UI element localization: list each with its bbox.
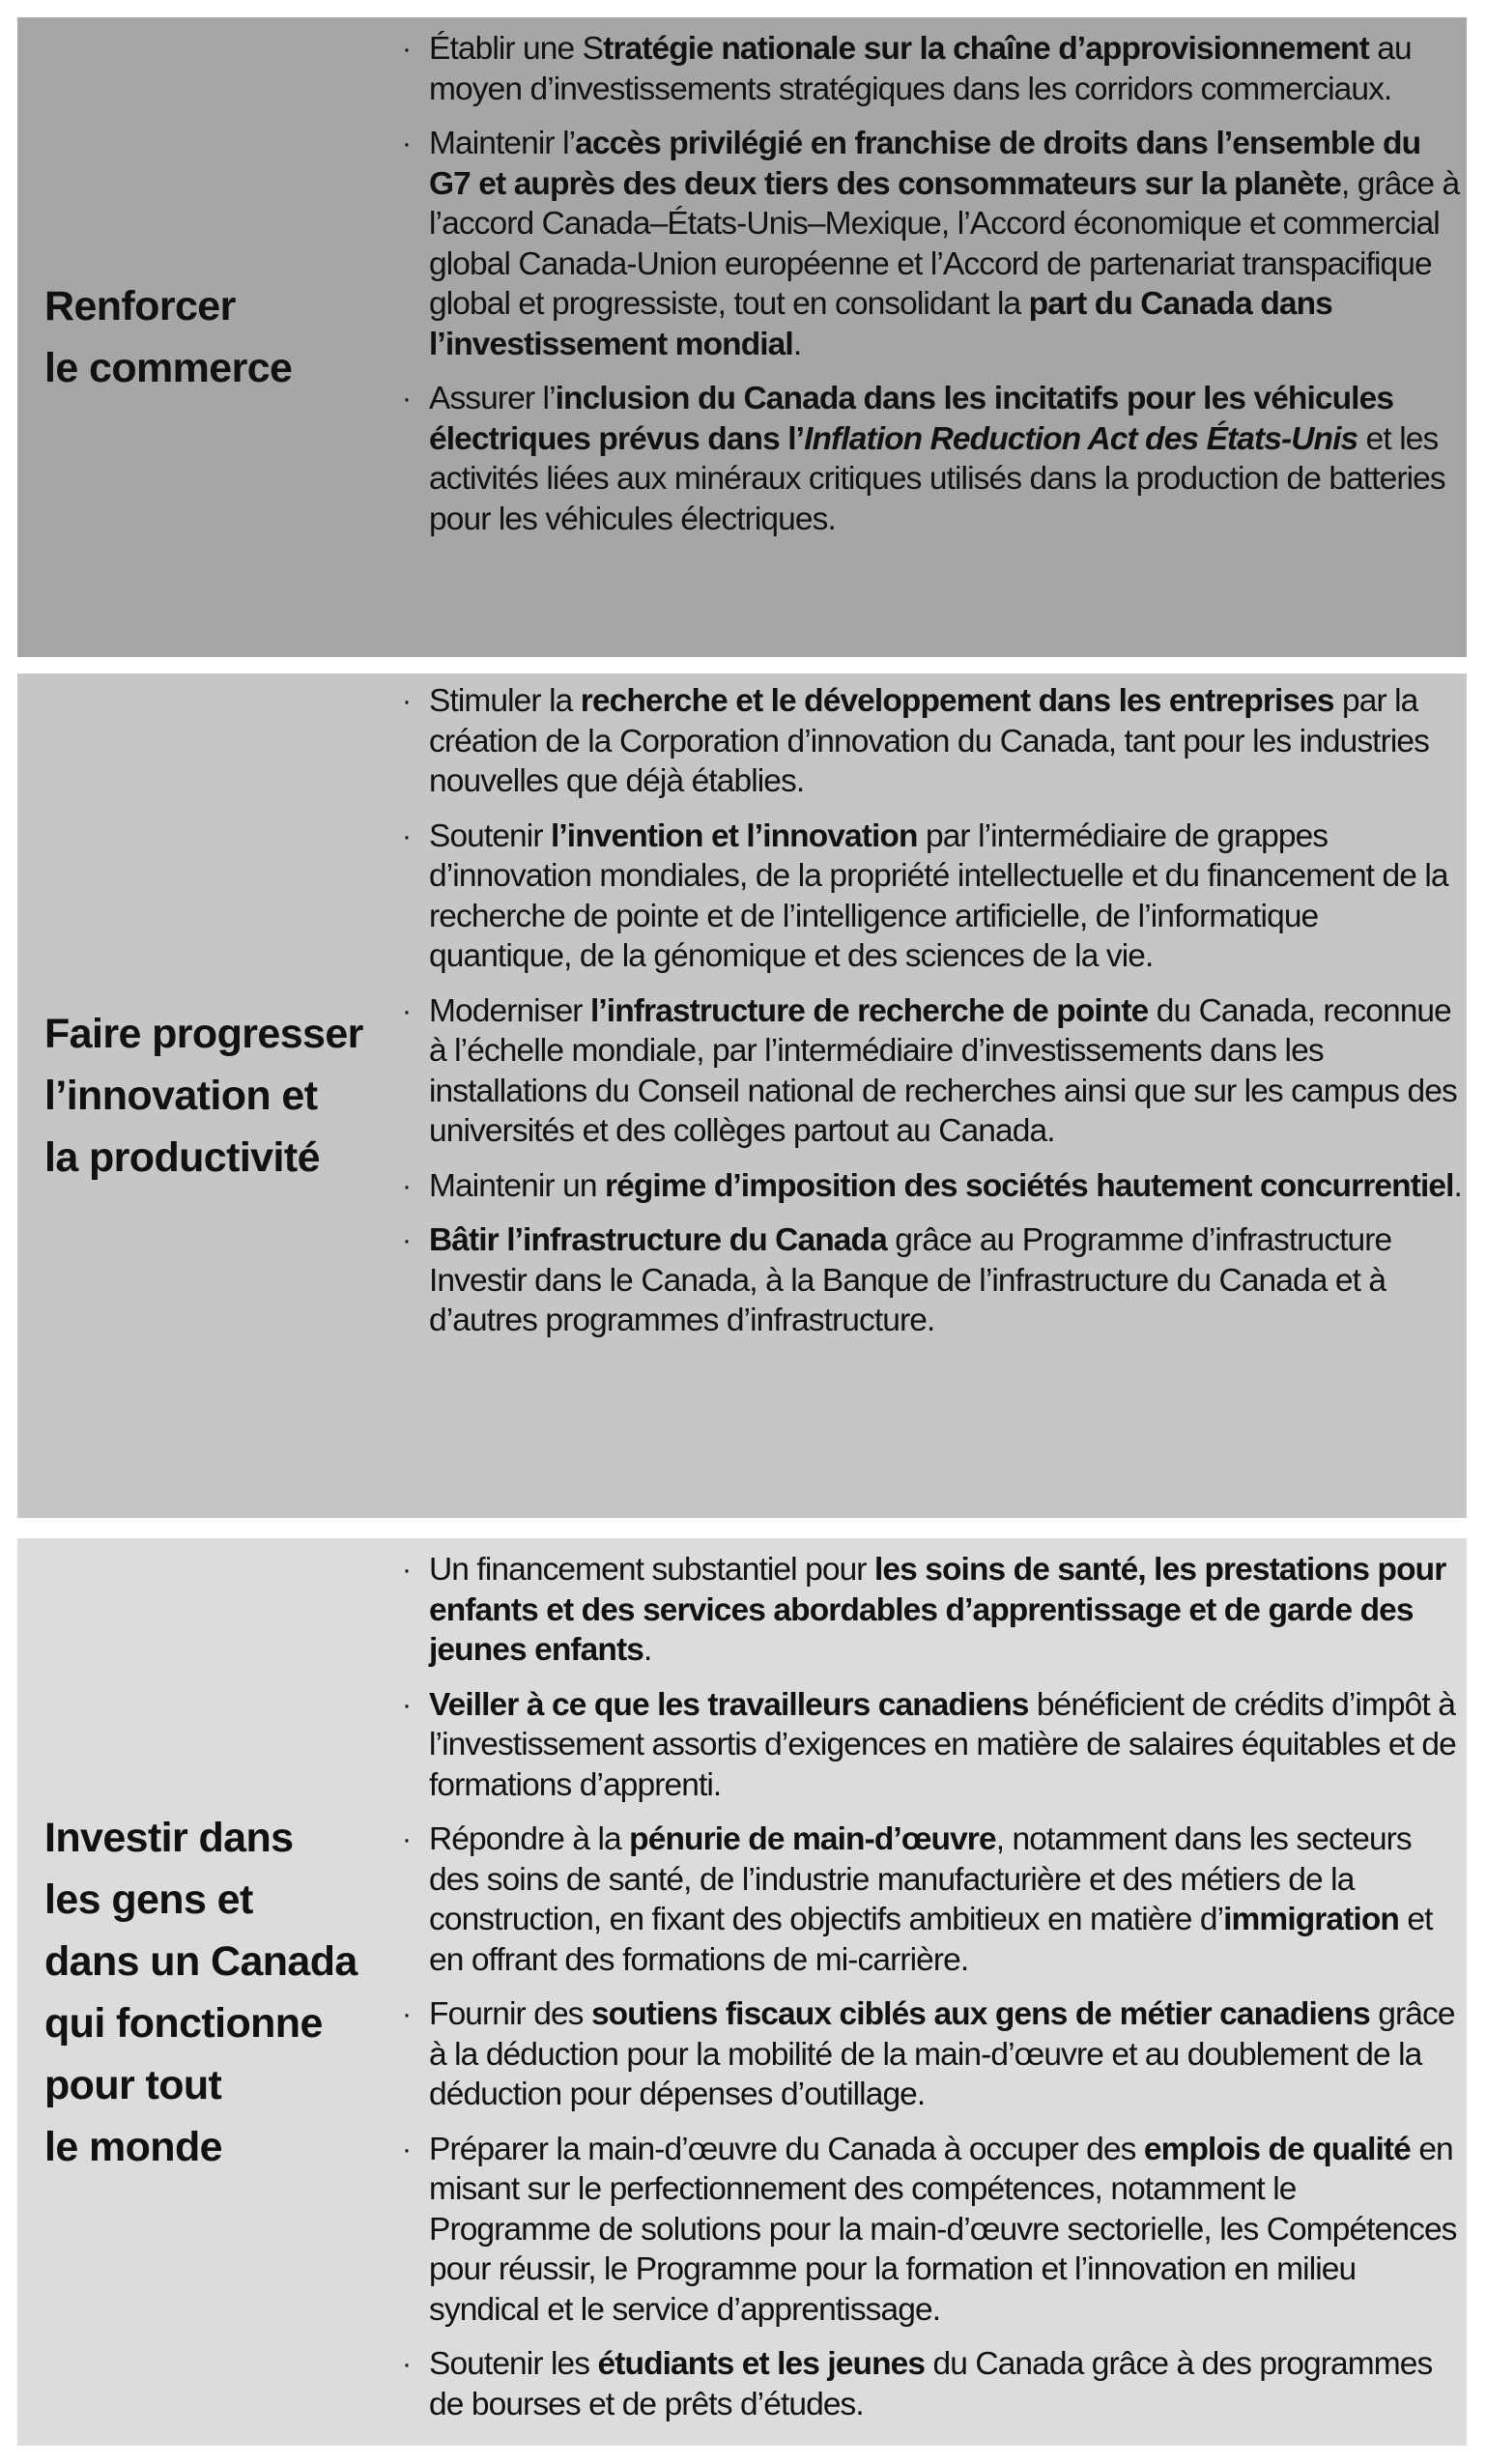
bullet-item bbox=[396, 1819, 1463, 1980]
bullet-item bbox=[396, 2344, 1463, 2424]
bullet-text: en misant sur le perfectionnement des compétences, notamment le Programme de solutions pour la main-d’œuvre sectorielle, les Compétences pour réussir, le Programme pour la formation et l’innovation en milieu syndical et le service d’apprentissage. bbox=[429, 2131, 1457, 2328]
bullet-dot-icon: · bbox=[402, 819, 412, 852]
bullet-text: Assurer l’ bbox=[429, 381, 556, 416]
bullet-text-bold: Bâtir l’infrastructure du Canada bbox=[429, 1222, 887, 1258]
bullet-text: . bbox=[792, 326, 802, 362]
bullet-text: Maintenir l’ bbox=[429, 126, 576, 161]
bullet-text: , grâce à l’accord Canada–États-Unis–Mexique, l’Accord économique et commercial global Canada-Union européenne et l’Accord de partenariat transpacifique global et progressiste, tout en consolidant la bbox=[429, 165, 1460, 322]
bullet-item bbox=[396, 29, 1463, 109]
bullet-item bbox=[396, 1994, 1463, 2115]
bullet-text-bold: immigration bbox=[1223, 1902, 1399, 1937]
bullet-dot-icon: · bbox=[402, 1169, 412, 1202]
bullet-text-bold: l’infrastructure de recherche de pointe bbox=[589, 992, 1149, 1029]
bullet-text-bold: part du Canada dans l’investissement mondial bbox=[429, 286, 1332, 362]
bullet-text-bold: les soins de santé, les prestations pour enfants et des services abordables d’apprentissage et de garde des jeunes enfants bbox=[429, 1552, 1446, 1668]
section-heading: Faire progresser l’innovation et la productivité bbox=[44, 1011, 363, 1181]
bullet-item bbox=[396, 124, 1463, 364]
bullet-text: Stimuler la bbox=[429, 683, 581, 719]
bullet-list bbox=[396, 1550, 1463, 2439]
bullet-dot-icon: · bbox=[402, 1554, 412, 1586]
bullet-text-bold: Inflation Reduction Act des États-Unis bbox=[804, 420, 1358, 457]
bullet-dot-icon: · bbox=[402, 2133, 412, 2165]
bullet-text: Moderniser bbox=[429, 992, 590, 1029]
bullet-item bbox=[396, 2130, 1463, 2331]
bullet-text-bold: pénurie de main-d’œuvre bbox=[629, 1821, 996, 1857]
bullet-text: par la création de la Corporation d’innovation du Canada, tant pour les industries nouvelles que déjà établies. bbox=[429, 683, 1429, 799]
bullet-text: . bbox=[643, 1632, 652, 1668]
bullet-text-bold: étudiants et les jeunes bbox=[597, 2346, 926, 2382]
bullet-text: par l’intermédiaire de grappes d’innovation mondiales, de la propriété intellectuelle et du financement de la recherche de pointe et de l’intelligence artificielle, de l’informatique quantique, de la génomique et des sciences de la vie. bbox=[429, 817, 1448, 974]
bullet-text: Maintenir un bbox=[429, 1167, 605, 1204]
bullet-text: du Canada, reconnue à l’échelle mondiale, par l’intermédiaire d’investissements dans les installations du Conseil national de recherches ainsi que sur les campus des universités et des collèges partout au Canada. bbox=[429, 992, 1457, 1149]
bullet-text-bold: tratégie nationale sur la chaîne d’approvisionnement bbox=[603, 31, 1369, 67]
bullet-text-bold: inclusion du Canada dans les incitatifs pour les véhicules électriques prévus dans l’ bbox=[429, 381, 1394, 457]
bullet-text: Préparer la main-d’œuvre du Canada à occuper des bbox=[429, 2131, 1144, 2167]
bullet-text: Établir une S bbox=[429, 31, 604, 67]
section-innovation-productivite bbox=[17, 673, 1467, 1518]
section-renforcer-commerce bbox=[17, 17, 1467, 657]
bullet-text-bold: recherche et le développement dans les entreprises bbox=[580, 683, 1334, 719]
bullet-text-bold: emplois de qualité bbox=[1143, 2131, 1411, 2167]
bullet-item bbox=[396, 991, 1463, 1152]
bullet-dot-icon: · bbox=[402, 128, 412, 159]
bullet-text: et les activités liées aux minéraux critiques utilisés dans la production de batteries pour les véhicules électriques. bbox=[429, 420, 1445, 537]
bullet-item bbox=[396, 1550, 1463, 1671]
bullet-list bbox=[396, 29, 1463, 554]
bullet-item bbox=[396, 817, 1463, 977]
bullet-text: Répondre à la bbox=[429, 1821, 630, 1857]
bullet-item bbox=[396, 1220, 1463, 1341]
bullet-text: au moyen d’investissements stratégiques dans les corridors commerciaux. bbox=[429, 31, 1412, 107]
bullet-text: Fournir des bbox=[429, 1996, 591, 2032]
bullet-text: bénéficient de crédits d’impôt à l’investissement assortis d’exigences en matière de salaires équitables et de formations d’apprenti. bbox=[429, 1686, 1456, 1803]
bullet-item bbox=[396, 1685, 1463, 1806]
bullet-dot-icon: · bbox=[402, 1224, 412, 1256]
bullet-text: du Canada grâce à des programmes de bourses et de prêts d’études. bbox=[429, 2346, 1433, 2422]
section-heading: Renforcer le commerce bbox=[44, 283, 293, 391]
bullet-text: Soutenir bbox=[429, 817, 551, 854]
bullet-dot-icon: · bbox=[402, 685, 412, 717]
bullet-item bbox=[396, 379, 1463, 539]
bullet-item bbox=[396, 681, 1463, 802]
section-heading: Investir dans les gens et dans un Canada qui fonctionne pour tout le monde bbox=[44, 1814, 357, 2170]
bullet-text-bold: l’invention et l’innovation bbox=[550, 817, 918, 854]
bullet-dot-icon: · bbox=[402, 383, 412, 415]
bullet-dot-icon: · bbox=[402, 1823, 412, 1855]
bullet-item bbox=[396, 1166, 1463, 1207]
section-investir-gens bbox=[17, 1538, 1467, 2446]
bullet-text: , notamment dans les secteurs des soins de santé, de l’industrie manufacturière et des métiers de la construction, en fixant des objectifs ambitieux en matière d’ bbox=[429, 1821, 1412, 1937]
bullet-dot-icon: · bbox=[402, 33, 412, 65]
bullet-text: Un financement substantiel pour bbox=[429, 1552, 874, 1588]
bullet-text-bold: soutiens fiscaux ciblés aux gens de métier canadiens bbox=[590, 1996, 1370, 2032]
bullet-text-bold: Veiller à ce que les travailleurs canadiens bbox=[429, 1686, 1029, 1723]
bullet-text-bold: accès privilégié en franchise de droits dans l’ensemble du G7 et auprès des deux tiers des consommateurs sur la planète bbox=[429, 126, 1421, 202]
bullet-text-bold: régime d’imposition des sociétés hautement concurrentiel bbox=[604, 1167, 1454, 1204]
bullet-text: Soutenir les bbox=[429, 2346, 598, 2382]
bullet-text: et en offrant des formations de mi-carrière. bbox=[429, 1902, 1433, 1978]
bullet-text: grâce au Programme d’infrastructure Investir dans le Canada, à la Banque de l’infrastructure du Canada et à d’autres programmes d’infrastructure. bbox=[429, 1222, 1392, 1338]
bullet-dot-icon: · bbox=[402, 2348, 412, 2380]
bullet-dot-icon: · bbox=[402, 1688, 412, 1721]
bullet-dot-icon: · bbox=[402, 994, 412, 1027]
bullet-text: grâce à la déduction pour la mobilité de la main-d’œuvre et au doublement de la déduction pour dépenses d’outillage. bbox=[429, 1996, 1455, 2112]
bullet-dot-icon: · bbox=[402, 1998, 412, 2030]
bullet-text: . bbox=[1453, 1167, 1462, 1204]
bullet-list bbox=[396, 681, 1463, 1356]
